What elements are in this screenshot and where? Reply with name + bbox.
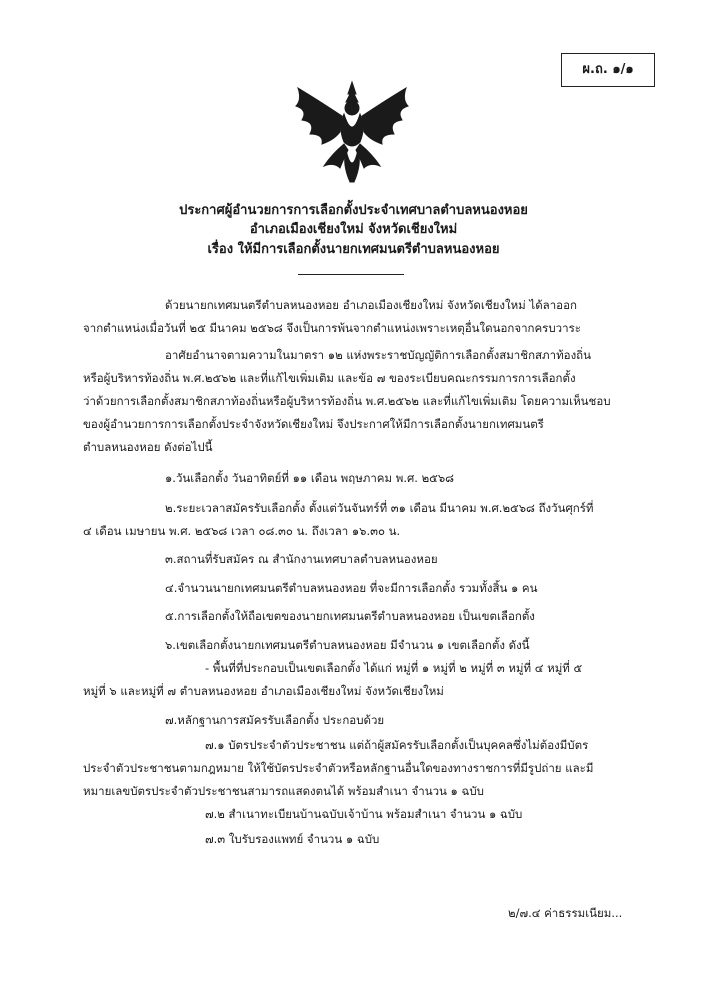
item-7-1-line-1: ๗.๑ บัตรประจำตัวประชาชน แต่ถ้าผู้สมัครรับเลือกตั้งเป็นบุคคลซึ่งไม่ต้องมีบัตร <box>205 738 589 752</box>
item-7-3: ๗.๓ ใบรับรองแพทย์ จำนวน ๑ ฉบับ <box>205 832 380 846</box>
paragraph-2-line-3: ว่าด้วยการเลือกตั้งสมาชิกสภาท้องถิ่นหรือผู้บริหารท้องถิ่น พ.ศ.๒๕๖๒ และที่แก้ไขเพิ่มเติม โดยความเห็นชอบ <box>83 394 611 408</box>
item-6-detail-line-1: - พื้นที่ที่ประกอบเป็นเขตเลือกตั้ง ได้แก่ หมู่ที่ ๑ หมู่ที่ ๒ หมู่ที่ ๓ หมู่ที่ ๔ หมู่ที่ ๕ <box>205 661 583 675</box>
item-1: ๑.วันเลือกตั้ง วันอาทิตย์ที่ ๑๑ เดือน พฤษภาคม พ.ศ. ๒๕๖๘ <box>165 471 455 485</box>
item-6: ๖.เขตเลือกตั้งนายกเทศมนตรีตำบลหนองหอย มีจำนวน ๑ เขตเลือกตั้ง ดังนี้ <box>165 638 530 652</box>
continuation-note: ๒/๗.๔ ค่าธรรมเนียม... <box>508 906 623 920</box>
heading-line-3: เรื่อง ให้มีการเลือกตั้งนายกเทศมนตรีตำบลหนองหอย <box>207 242 500 257</box>
item-7-1-line-3: หมายเลขบัตรประจำตัวประชาชนสามารถแสดงตนได้ พร้อมสำเนา จำนวน ๑ ฉบับ <box>83 784 484 798</box>
garuda-emblem-icon <box>288 80 416 186</box>
item-7: ๗.หลักฐานการสมัครรับเลือกตั้ง ประกอบด้วย <box>165 713 385 727</box>
form-code-box: ผ.ถ. ๑/๑ <box>561 53 655 87</box>
paragraph-1-line-1: ด้วยนายกเทศมนตรีตำบลหนองหอย อำเภอเมืองเชียงใหม่ จังหวัดเชียงใหม่ ได้ลาออก <box>165 298 577 312</box>
item-7-2: ๗.๒ สำเนาทะเบียนบ้านฉบับเจ้าบ้าน พร้อมสำเนา จำนวน ๑ ฉบับ <box>205 807 523 821</box>
paragraph-2-line-1: อาศัยอำนาจตามความในมาตรา ๑๒ แห่งพระราชบัญญัติการเลือกตั้งสมาชิกสภาท้องถิ่น <box>165 348 592 362</box>
paragraph-2-line-4: ของผู้อำนวยการการเลือกตั้งประจำจังหวัดเชียงใหม่ จึงประกาศให้มีการเลือกตั้งนายกเทศมนตรี <box>83 417 544 431</box>
heading-line-1: ประกาศผู้อำนวยการการเลือกตั้งประจำเทศบาลตำบลหนองหอย <box>179 203 528 218</box>
item-2-line-2: ๔ เดือน เมษายน พ.ศ. ๒๕๖๘ เวลา ๐๘.๓๐ น. ถึงเวลา ๑๖.๓๐ น. <box>83 524 401 538</box>
item-4: ๔.จำนวนนายกเทศมนตรีตำบลหนองหอย ที่จะมีการเลือกตั้ง รวมทั้งสิ้น ๑ คน <box>165 581 538 595</box>
item-5: ๕.การเลือกตั้งให้ถือเขตของนายกเทศมนตรีตำบลหนองหอย เป็นเขตเลือกตั้ง <box>165 609 535 623</box>
heading-divider <box>298 274 404 275</box>
paragraph-2-line-5: ตำบลหนองหอย ดังต่อไปนี้ <box>83 440 213 454</box>
item-3: ๓.สถานที่รับสมัคร ณ สำนักงานเทศบาลตำบลหนองหอย <box>165 552 438 566</box>
item-7-1-line-2: ประจำตัวประชาชนตามกฎหมาย ให้ใช้บัตรประจำตัวหรือหลักฐานอื่นใดของทางราชการที่มีรูปถ่าย และมี <box>83 761 594 775</box>
heading-line-2: อำเภอเมืองเชียงใหม่ จังหวัดเชียงใหม่ <box>249 222 458 237</box>
item-6-detail-line-2: หมู่ที่ ๖ และหมู่ที่ ๗ ตำบลหนองหอย อำเภอเมืองเชียงใหม่ จังหวัดเชียงใหม่ <box>83 684 444 698</box>
paragraph-1-line-2: จากตำแหน่งเมื่อวันที่ ๒๕ มีนาคม ๒๕๖๘ จึงเป็นการพ้นจากตำแหน่งเพราะเหตุอื่นใดนอกจากครบวาระ <box>83 321 581 335</box>
paragraph-2-line-2: หรือผู้บริหารท้องถิ่น พ.ศ.๒๕๖๒ และที่แก้ไขเพิ่มเติม และข้อ ๗ ของระเบียบคณะกรรมการการเลือกตั้ง <box>83 371 576 385</box>
item-2-line-1: ๒.ระยะเวลาสมัครรับเลือกตั้ง ตั้งแต่วันจันทร์ที่ ๓๑ เดือน มีนาคม พ.ศ.๒๕๖๘ ถึงวันศุกร์ที่ <box>165 501 594 515</box>
